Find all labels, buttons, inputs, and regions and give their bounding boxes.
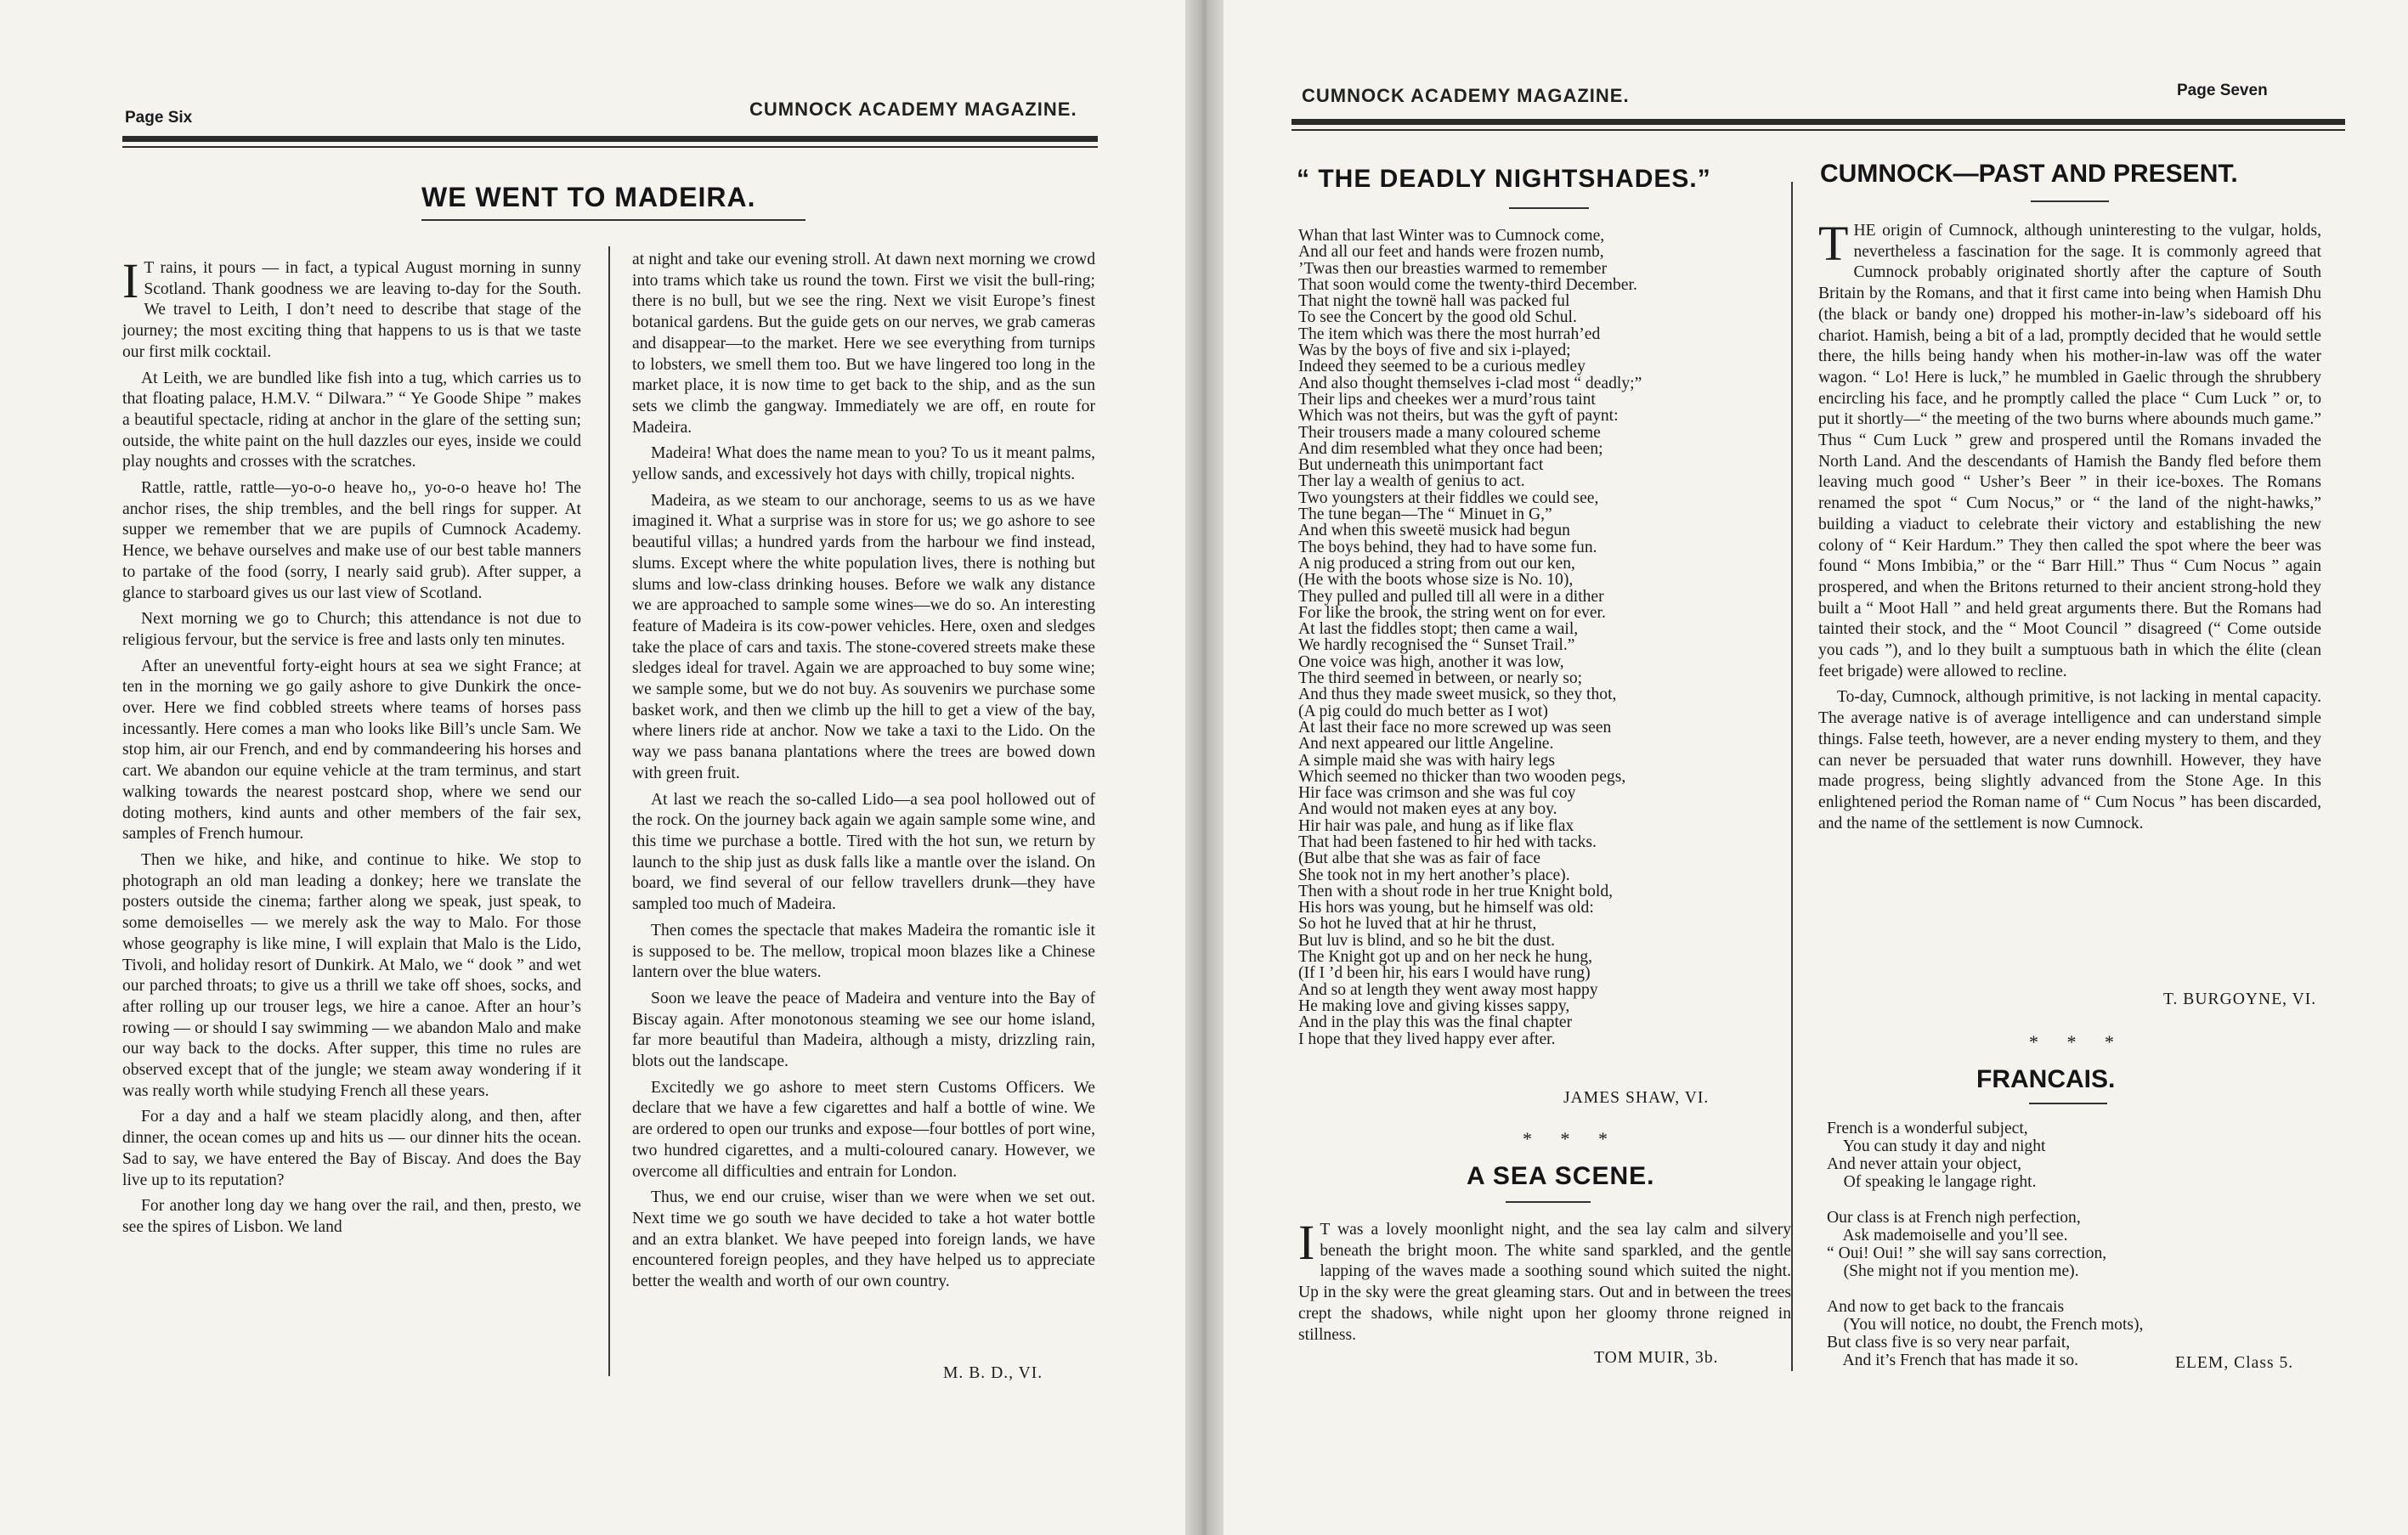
paragraph: For a day and a half we steam placidly along, and then, after dinner, the ocean comes up and hits us — our dinner hits the ocean. Sad to say, we have entered the Bay of Biscay. And does the Bay live up to its reputation? xyxy=(122,1108,581,1189)
paragraph: After an uneventful forty-eight hours at sea we sight France; at ten in the morning we go gaily ashore to give Dunkirk the once-over. Here we find cobbled streets where teams of horses pass incessantly. Here comes a man who looks like Bill’s uncle Sam. We stop him, air our French, and end by commandeering his horses and cart. We abandon our equine vehicle at the tram terminus, and start walking towards the nearest postcard shop, where we send our doting mothers, kind aunts and other members of the fair sex, samples of French humour. xyxy=(122,657,581,844)
paragraph: To-day, Cumnock, although primitive, is not lacking in mental capacity. The average native is of average intelligence and can understand simple things. False teeth, however, are a never ending mystery to them, and they can never be persuaded that water runs downhill. However, they have made progress, being slightly advanced from the Stone Age. In this enlightened period the Roman name of “ Cum Nocus ” has been discarded, and the name of the settlement is now Cumnock. xyxy=(1818,688,2321,832)
sea-scene-signature: TOM MUIR, 3b. xyxy=(1594,1349,1719,1367)
header-rule xyxy=(122,136,1098,142)
article-column-2 xyxy=(632,250,1095,1298)
page-seven xyxy=(1224,0,2408,1535)
francais-title: FRANCAIS. xyxy=(1976,1065,2116,1093)
book-gutter xyxy=(1185,0,1224,1535)
page-label: Page Seven xyxy=(2177,82,2268,99)
section-separator: * * * xyxy=(1523,1128,1619,1149)
header-rule-thin xyxy=(122,146,1098,148)
article-signature: M. B. D., VI. xyxy=(943,1364,1043,1382)
magazine-title: CUMNOCK ACADEMY MAGAZINE. xyxy=(749,99,1077,120)
paragraph: at night and take our evening stroll. At dawn next morning we crowd into trams which take us round the town. First we visit the bull-ring; there is no bull, but we see the ring. Next we visit Europe’s finest botanical gardens. But the guide gets on our nerves, we grab cameras and disappear—to the market. Here we see everything from turnips to lobsters, we smell them too. But we have lingered too long in the market place, it is now time to get back to the ship, and as the sun sets we climb the gangway. Immediately we are off, en route for Madeira. xyxy=(632,251,1095,437)
header-rule-thin xyxy=(1292,129,2345,131)
sea-scene-text xyxy=(1298,1215,1791,1351)
nightshades-verse: Whan that last Winter was to Cumnock come, And all our feet and hands were frozen numb, ’Twas then our breasties warmed to remember That soon would come the twenty-third December. That night the townë hall was packed ful To see the Concert by the good old Schul. The item which was there the most hurrah’ed Was by the boys of five and six i-played; Indeed they seemed to be a curious medley And also thought themselves i-clad most “ deadly;” Their lips and cheekes wer a murd’rous taint Which was not theirs, but was the gyft of paynt: Their trousers made a many coloured scheme And dim resembled what they once had been; But underneath this unimportant fact Ther lay a wealth of genius to act. Two youngsters at their fiddles we could see, The tune began—The “ Minuet in G,” And when this sweetë musick had begun The boys behind, they had to have some fun. A nig produced a string from out our ken, (He with the boots whose size is No. 10), They pulled and pulled till all were in a dither For like the brook, the string went on for ever. At last the fiddles stopt; then came a wail, We hardly recognised the “ Sunset Trail.” One voice was high, another it was low, The third seemed in between, or nearly so; And thus they made sweet musick, so they thot, (A pig could do much better as I wot) At last their face no more screwed up was seen And next appeared our little Angeline. A simple maid she was with hairy legs Which seemed no thicker than two wooden pegs, Hir face was crimson and she was ful coy And would not maken eyes at any boy. Hir hair was pale, and hung as if like flax That had been fastened to hir hed with tacks. (But albe that she was as fair of face She took not in my hert another’s place). Then with a shout rode in her true Knight bold, His hors was young, but he himself was old: So hot he luved that at hir he thrust, But luv is blind, and so he bit the dust. The Knight got up and on her neck he hung, (If I ’d been hir, his ears I would have rung) And so at length they went away most happy He making love and giving kisses sappy, And in the play this was the final chapter I hope that they lived happy ever after. xyxy=(1298,227,1642,1048)
paragraph: Then we hike, and hike, and continue to hike. We stop to photograph an old man leading a donkey; here we translate the posters outside the cinema; farther along we speak, just speak, to some demoiselles — we merely ask the way to Malo. For those whose geography is like mine, I will explain that Malo is the Lido, Tivoli, and holiday resort of Dunkirk. At Malo, we “ dook ” and wet our parched throats; to give us a thrill we take off shoes, socks, and after rolling up our trouser legs, we hire a canoe. After an hour’s rowing — or should I say swimming — we abandon Malo and make our way back to the docks. After supper, this time no rules are observed except that of the jungle; we steam away wondering if it was really worth while studying French all these years. xyxy=(122,850,581,1100)
paragraph: Next morning we go to Church; this attendance is not due to religious fervour, but the service is free and lasts only ten minutes. xyxy=(122,610,581,649)
article-column-1 xyxy=(122,253,581,1244)
nightshades-title: “ THE DEADLY NIGHTSHADES.” xyxy=(1297,165,1711,193)
paragraph: Then comes the spectacle that makes Madeira the romantic isle it is supposed to be. The mellow, tropical moon blazes like a Chinese lantern over the blue waters. xyxy=(632,921,1095,982)
paragraph: I T was a lovely moonlight night, and the sea lay calm and silvery beneath the bright moon. The white sand sparkled, and the gentle lapping of the waves made a soothing sound which suited the night. Up in the sky were the great gleaming stars. Out and in between the trees crept the shadows, while night upon her gloomy throne reigned in stillness. xyxy=(1298,1215,1791,1344)
paragraph: For another long day we hang over the rail, and then, presto, we see the spires of Lisbon. We land xyxy=(122,1197,581,1236)
paragraph: I T rains, it pours — in fact, a typical August morning in sunny Scotland. Thank goodness we are leaving to-day for the South. We travel to Leith, I don’t need to describe that stage of the journey; the most exciting thing that happens to us is that we taste our first milk cocktail. xyxy=(122,253,581,361)
sea-scene-title: A SEA SCENE. xyxy=(1467,1162,1655,1190)
drop-cap: I xyxy=(122,253,139,308)
paragraph: THE origin of Cumnock, although uninteresting to the vulgar, holds, nevertheless a fascination for the sage. It is commonly agreed that Cumnock probably originated shortly after the capture of South Britain by the Romans, and that it first came into being when Hamish Dhu (the black or bandy one) dropped his mother-in-law’s sideboard off his chariot. Hamish, being a bit of a lad, promptly decided that he would settle there, the hills being handy when his mother-in-law was off the water wagon. “ Lo! Here is luck,” he mumbled in Gaelic through the shrubbery encircling his face, and he promptly called the place “ Cum Luck ” or, to put it shortly—“ the meeting of the two burns where abounds much game.” Thus “ Cum Luck ” grew and prospered until the Romans invaded the North Land. And the descendants of Hamish the Bandy fled before them leaving much good “ Usher’s Beer ” in their ice-boxes. The Romans renamed the spot “ Cum Nocus,” or “ the land of the night-hawks,” building a viaduct to celebrate their victory and establishing the new colony of “ Keir Hardum.” They then called the spot where the beer was found “ Mons Imbibia,” or the “ Barr Hill.” Thus “ Cum Nocus ” again prospered, and when the Britons returned to their ancient strong-hold they built a “ Moot Hall ” and held great arguments there. But the Romans had tainted their stock, and the “ Moot Council ” disagreed (“ Come outside you cads ”), and lo they built a sumptuous bath in which the élite (clean feet brigade) were allowed to recline. xyxy=(1818,216,2321,680)
title-underline xyxy=(2031,200,2109,202)
header-rule xyxy=(1292,119,2345,125)
drop-cap: I xyxy=(1298,1215,1315,1270)
cumnock-signature: T. BURGOYNE, VI. xyxy=(2163,990,2317,1008)
magazine-title: CUMNOCK ACADEMY MAGAZINE. xyxy=(1302,85,1630,106)
title-underline xyxy=(1506,1201,1591,1203)
drop-cap: T xyxy=(1818,216,1849,271)
francais-signature: ELEM, Class 5. xyxy=(2175,1354,2294,1372)
nightshades-signature: JAMES SHAW, VI. xyxy=(1563,1089,1710,1107)
paragraph: At Leith, we are bundled like fish into a tug, which carries us to that floating palace, H.M.V. “ Dilwara.” “ Ye Goode Shipe ” makes a beautiful spectacle, riding at anchor in the glare of the setting sun; outside, the white paint on the hull dazzles our eyes, inside we could play noughts and crosses with the scratches. xyxy=(122,369,581,471)
column-divider xyxy=(1791,182,1793,1371)
page-label: Page Six xyxy=(125,109,193,127)
title-underline xyxy=(2029,1103,2107,1104)
paragraph: Soon we leave the peace of Madeira and venture into the Bay of Biscay again. After monotonous steaming we see our home island, far more beautiful than Madeira, although a misty, drizzling rain, blots out the landscape. xyxy=(632,989,1095,1071)
paragraph: Madeira! What does the name mean to you? To us it meant palms, yellow sands, and excessively hot days with chilly, tropical nights. xyxy=(632,444,1095,484)
column-divider xyxy=(608,246,610,1376)
article-title: WE WENT TO MADEIRA. xyxy=(421,182,756,212)
page-six xyxy=(0,0,1185,1535)
paragraph: At last we reach the so-called Lido—a sea pool hollowed out of the rock. On the journey back again we again sample some wine, and this time we purchase a bottle. Tired with the hot sun, we return by launch to the ship just as dusk falls like a mantle over the island. On board, we find several of our fellow travellers drunk—they have sampled too much of Madeira. xyxy=(632,790,1095,914)
cumnock-text xyxy=(1818,216,2321,839)
paragraph: Thus, we end our cruise, wiser than we were when we set out. Next time we go south we have decided to take a hot water bottle and an extra blanket. We have peeped into foreign lands, we have encountered foreign peoples, and they have helped us to appreciate better the wealth and worth of our own country. xyxy=(632,1188,1095,1291)
paragraph: Madeira, as we steam to our anchorage, seems to us as we have imagined it. What a surprise was in store for us; we go ashore to see beautiful villas; a hundred yards from the harbour we find instead, slums. Except where the white population lives, there is nothing but slums and low-class drinking houses. Before we walk any distance we are approached to sample some wines—we do so. An interesting feature of Madeira is its cow-power vehicles. Here, oxen and sledges take the place of cars and taxis. The stone-covered streets make these sledges ideal for travel. Again we are approached to buy some wine; we sample some, but we do not buy. As souvenirs we purchase some basket work, and then we climb up the hill to get a view of the bay, where liners ride at anchor. Now we take a taxi to the Lido. On the way we pass banana plantations where the trees are bowed down with green fruit. xyxy=(632,491,1095,782)
title-underline xyxy=(1509,207,1589,209)
section-separator: * * * xyxy=(2029,1031,2126,1052)
title-underline xyxy=(421,219,805,221)
paragraph: Rattle, rattle, rattle—yo-o-o heave ho,, yo-o-o heave ho! The anchor rises, the ship trembles, and the bell rings for supper. At supper we remember that we are pupils of Cumnock Academy. Hence, we behave ourselves and make use of our best table manners to partake of the food (sorry, I nearly said grub). After supper, a glance to starboard gives us our last view of Scotland. xyxy=(122,479,581,602)
francais-verse: French is a wonderful subject, You can study it day and night And never attain your object, Of speaking le langage right. Our class is at French nigh perfection, Ask mademoiselle and you’ll see. “ Oui! Oui! ” she will say sans correction, (She might not if you mention me). And now to get back to the francais (You will notice, no doubt, the French mots), But class five is so very near parfait, And it’s French that has made it so. xyxy=(1827,1120,2144,1369)
paragraph: Excitedly we go ashore to meet stern Customs Officers. We declare that we have a few cigarettes and half a bottle of wine. We are ordered to open our trunks and expose—four bottles of port wine, two hundred cigarettes, and a multi-coloured canary. However, we overcome all difficulties and entrain for London. xyxy=(632,1078,1095,1181)
cumnock-title: CUMNOCK—PAST AND PRESENT. xyxy=(1820,160,2238,188)
